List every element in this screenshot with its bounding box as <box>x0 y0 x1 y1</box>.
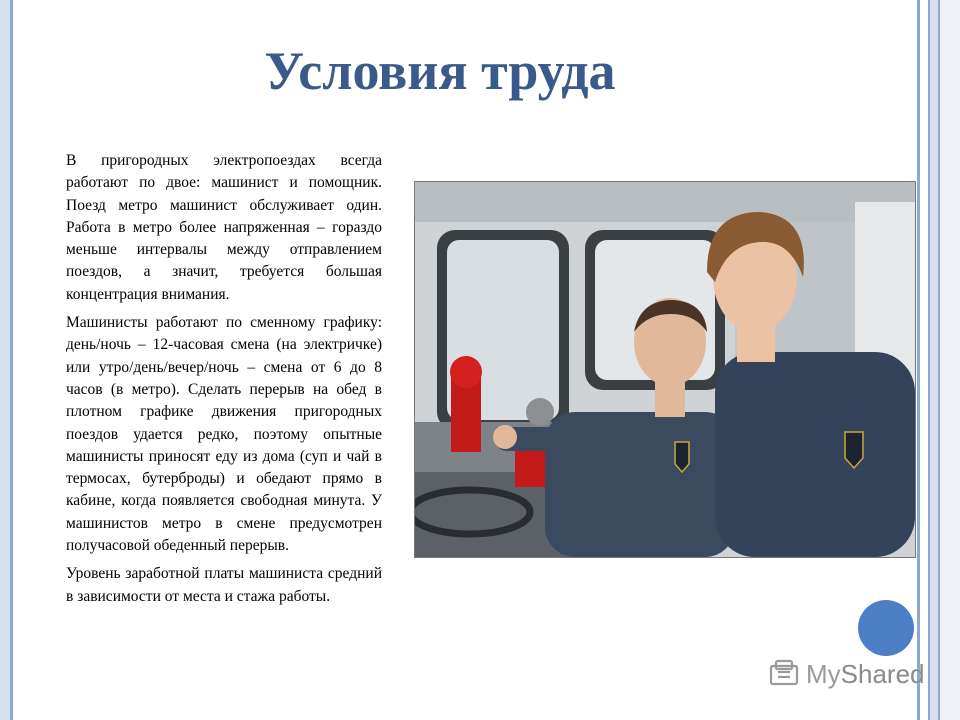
watermark-text-brand: Shared <box>840 658 925 689</box>
paragraph-3: Уровень заработной платы машиниста средний в зависимости от места и стажа работы. <box>66 565 382 605</box>
slide-body-text <box>66 150 382 614</box>
slide-frame-left-line <box>10 0 13 720</box>
slide-frame-right <box>920 0 960 720</box>
paragraph-2: Машинисты работают по сменному графику: день/ночь – 12-часовая смена (на электричке) или утро/день/вечер/ночь – смена от 6 до 8 часов (в метро). Сделать перерыв на обед в плотном графике движения пригородных поездов удается редко, поэтому опытные машинисты приносят еду из дома (суп и чай в термосах, бутерброды) и обедают прямо в кабине, когда появляется свободная минута. У машинистов метро в смене предусмотрен получасовой обеденный перерыв. <box>66 314 382 555</box>
myshared-watermark <box>768 656 925 692</box>
slide-frame-left <box>0 0 10 720</box>
watermark-text-pre: My <box>806 658 841 689</box>
decorative-circle <box>858 600 914 656</box>
myshared-logo-icon <box>768 658 800 690</box>
paragraph-1: В пригородных электропоездах всегда работают по двое: машинист и помощник. Поезд метро машинист обслуживает один. Работа в метро более напряженная – гораздо меньше интервалы между отправлением поездов, а значит, требуется большая концентрация внимания. <box>66 152 382 303</box>
slide-title: Условия труда <box>264 41 616 101</box>
train-drivers-photo <box>414 181 916 558</box>
